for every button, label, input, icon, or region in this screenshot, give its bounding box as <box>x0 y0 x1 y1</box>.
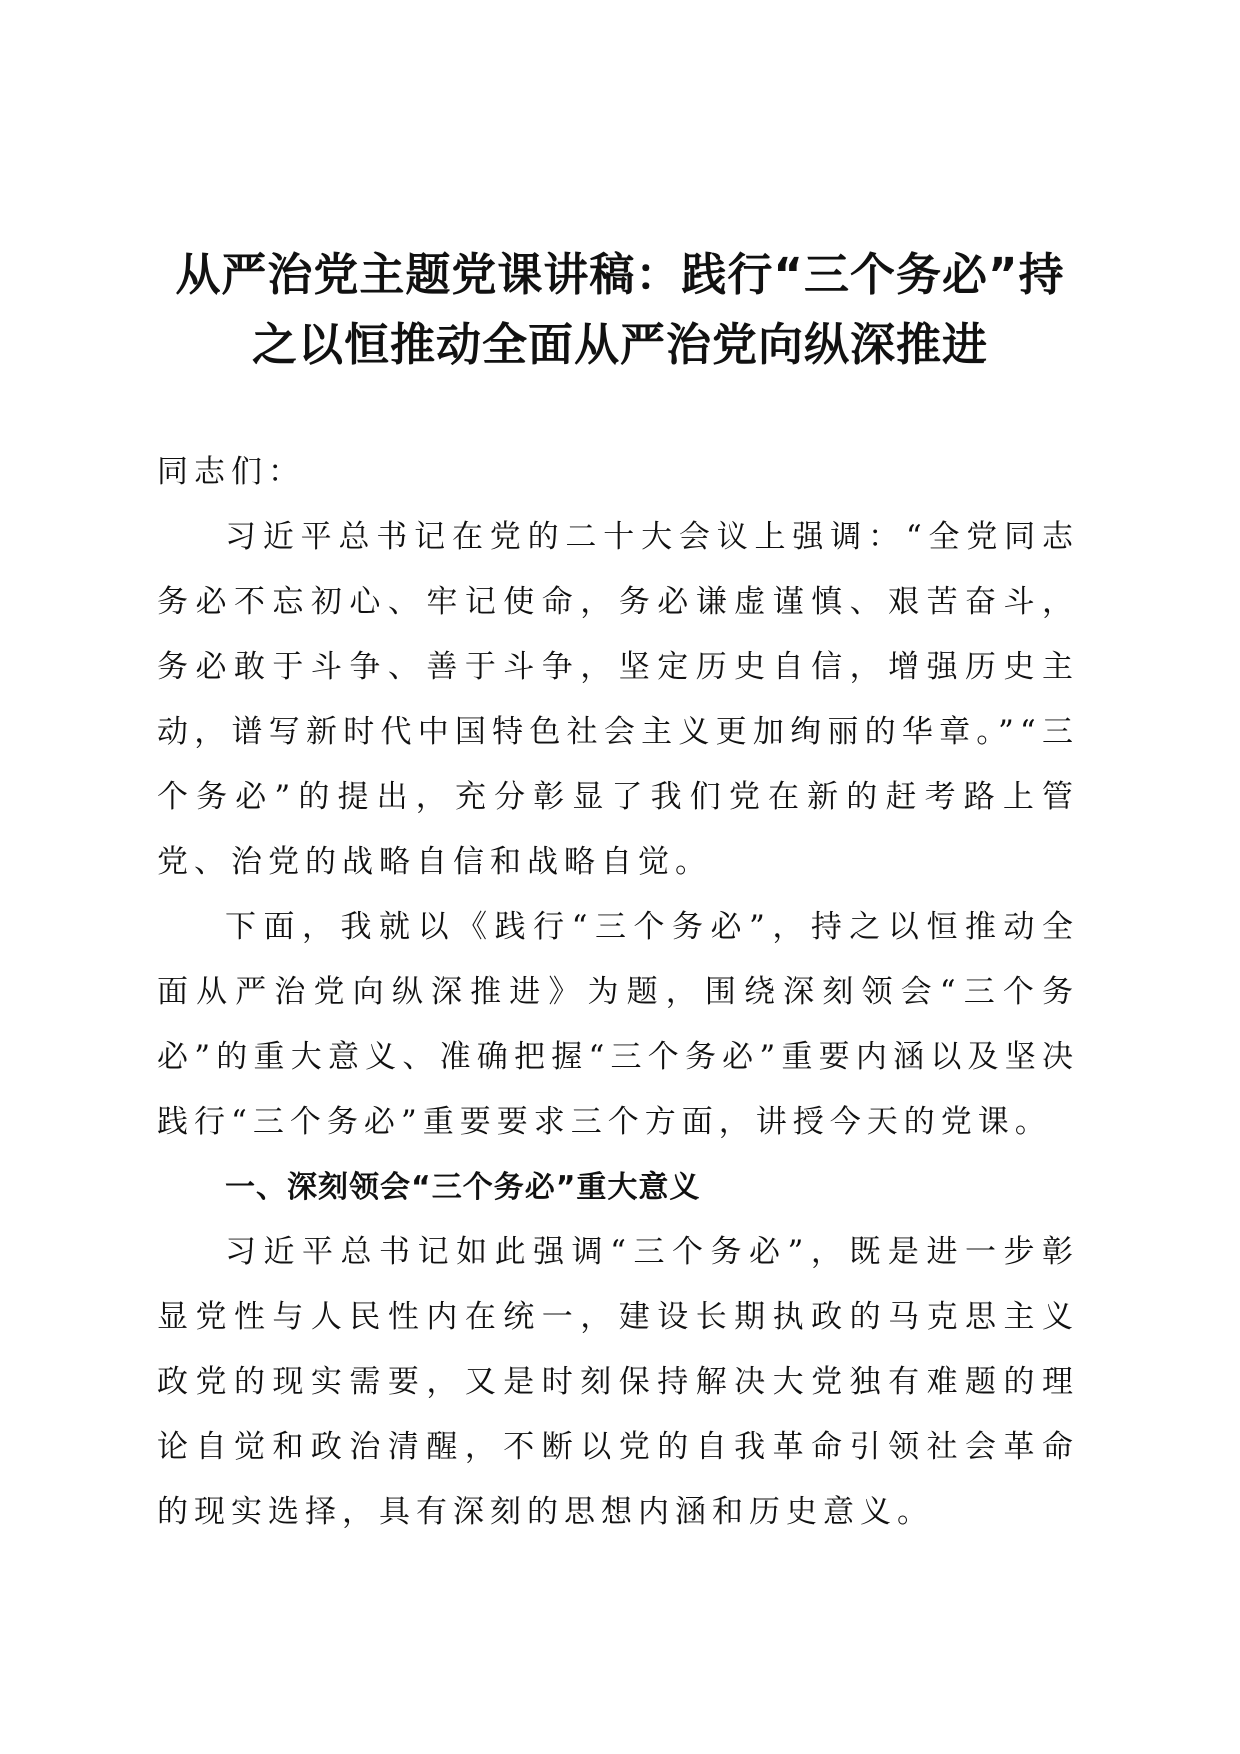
title-line-1: 从严治党主题党课讲稿：践行“三个务必”持 <box>175 248 1065 301</box>
paragraph-2: 下面，我就以《践行“三个务必”，持之以恒推动全面从严治党向纵深推进》为题，围绕深刻领会“三个务必”的重大意义、准确把握“三个务必”重要内涵以及坚决践行“三个务必”重要要求三个方面，讲授今天的党课。 <box>157 909 1079 1140</box>
document-title <box>150 240 1090 380</box>
section-heading-1: 一、深刻领会“三个务必”重大意义 <box>225 1170 701 1205</box>
paragraph-1: 习近平总书记在党的二十大会议上强调：“全党同志务必不忘初心、牢记使命，务必谦虚谨慎、艰苦奋斗，务必敢于斗争、善于斗争，坚定历史自信，增强历史主动，谱写新时代中国特色社会主义更加绚丽的华章。”“三个务必”的提出，充分彰显了我们党在新的赶考路上管党、治党的战略自信和战略自觉。 <box>157 519 1079 880</box>
salutation: 同志们： <box>157 454 305 490</box>
paragraph-3: 习近平总书记如此强调“三个务必”，既是进一步彰显党性与人民性内在统一，建设长期执政的马克思主义政党的现实需要，又是时刻保持解决大党独有难题的理论自觉和政治清醒，不断以党的自我革命引领社会革命的现实选择，具有深刻的思想内涵和历史意义。 <box>157 1234 1079 1530</box>
title-line-2: 之以恒推动全面从严治党向纵深推进 <box>251 318 988 371</box>
document-body <box>157 440 1079 1545</box>
